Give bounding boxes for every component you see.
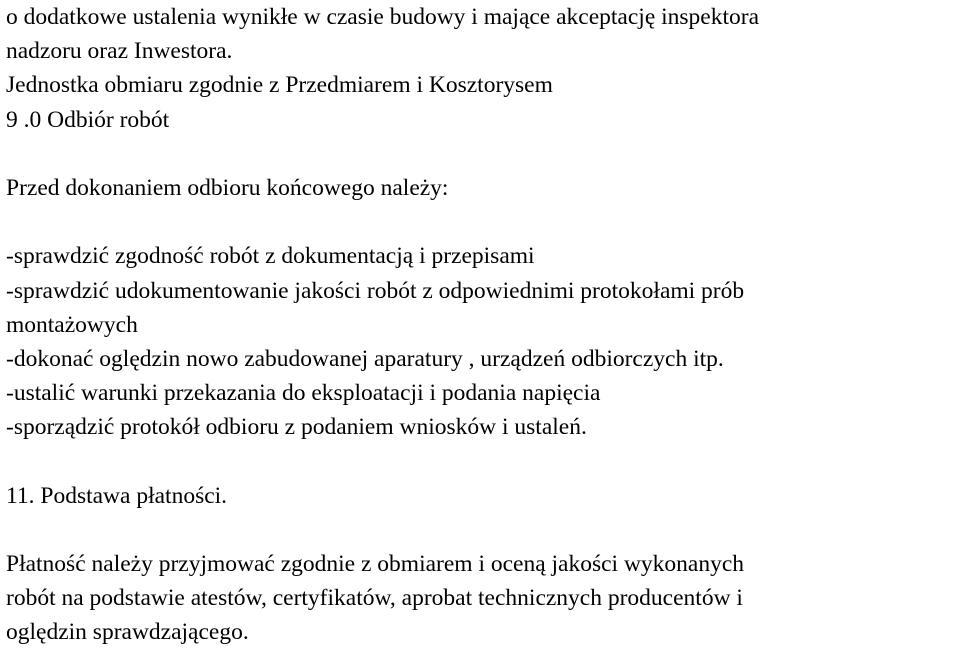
- checklist-line: -ustalić warunki przekazania do eksploatacji i podania napięcia: [6, 380, 601, 407]
- payment-line: Płatność należy przyjmować zgodnie z obmiarem i oceną jakości wykonanych: [6, 551, 745, 577]
- blank-line: [6, 513, 956, 547]
- section-heading-odbior: 9 .0 Odbiór robót: [6, 106, 170, 133]
- checklist-line: montażowych: [6, 311, 138, 338]
- blank-line: [6, 205, 956, 239]
- checklist-line: -sprawdzić udokumentowanie jakości robót z odpowiednimi protokołami prób: [6, 277, 745, 304]
- checklist-line: -sprawdzić zgodność robót z dokumentacją i przepisami: [6, 243, 535, 270]
- section-heading-platnosci: 11. Podstawa płatności.: [6, 482, 228, 509]
- payment-line: oględzin sprawdzającego.: [6, 619, 249, 646]
- blank-line: [6, 444, 956, 478]
- blank-line: [6, 137, 956, 171]
- intro-line: o dodatkowe ustalenia wynikłe w czasie budowy i mające akceptację inspektora: [6, 4, 760, 30]
- checklist-line: -sporządzić protokół odbioru z podaniem wniosków i ustaleń.: [6, 414, 587, 441]
- intro-line: Jednostka obmiaru zgodnie z Przedmiarem i Kosztorysem: [6, 72, 553, 99]
- before-acceptance-heading: Przed dokonaniem odbioru końcowego należy:: [6, 174, 449, 201]
- checklist-line: -dokonać oględzin nowo zabudowanej aparatury , urządzeń odbiorczych itp.: [6, 345, 724, 372]
- document-page: [6, 0, 956, 650]
- payment-line: robót na podstawie atestów, certyfikatów, aprobat technicznych producentów i: [6, 585, 743, 612]
- intro-line: nadzoru oraz Inwestora.: [6, 38, 233, 65]
